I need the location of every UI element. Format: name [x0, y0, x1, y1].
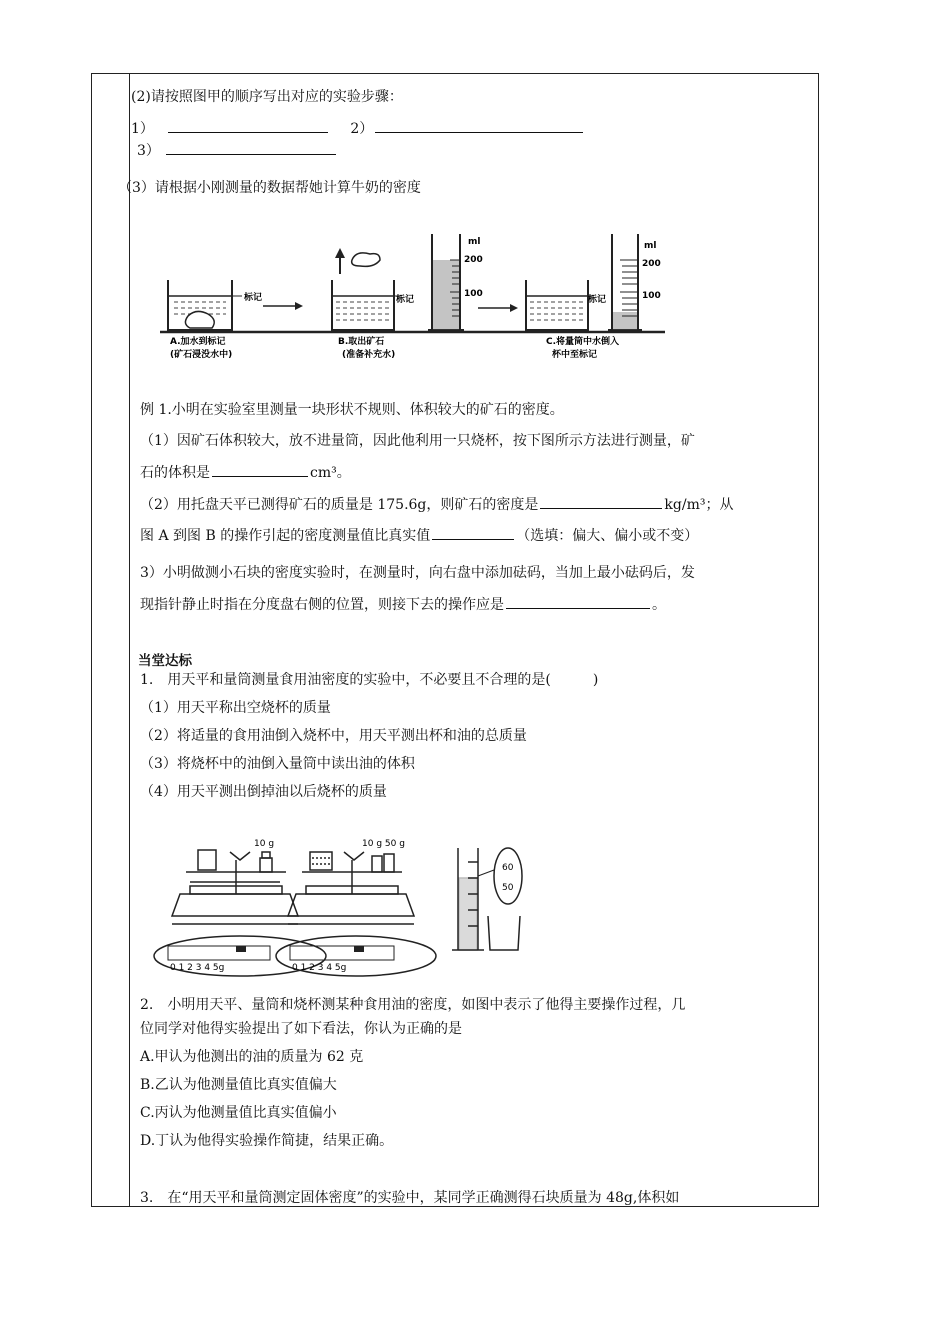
step2-blank[interactable]	[375, 118, 583, 133]
beaker-b-mark: 标记	[396, 295, 415, 305]
zoom-60: 60	[502, 863, 514, 873]
caption-b-line2: (准备补充水)	[342, 350, 396, 360]
caption-a-line2: (矿石浸没水中)	[170, 350, 233, 360]
beaker-c	[526, 280, 594, 330]
scale-bar-1	[168, 946, 270, 960]
density-blank[interactable]	[540, 494, 662, 509]
caption-c-line1: C.将量筒中水倒入	[546, 337, 620, 347]
q3-text: （3）请根据小刚测量的数据帮她计算牛奶的密度	[118, 180, 421, 196]
measuring-cylinder	[452, 848, 484, 950]
scale-label-2: 0 1 2 3 4 5g	[292, 963, 347, 973]
example1-p2-line2: 图 A 到图 B 的操作引起的密度测量值比真实值 （选填：偏大、偏小或不变）	[140, 525, 698, 546]
density-measurement-figure	[160, 230, 680, 380]
zoom-50: 50	[502, 883, 514, 893]
balance-2	[288, 852, 414, 924]
section-title: 当堂达标	[138, 653, 192, 669]
q1-title: 1. 用天平和量筒测量食用油密度的实验中，不必要且不合理的是( )	[140, 672, 599, 688]
graduated-cylinder-1	[428, 234, 464, 330]
example1-p2-line1: （2）用托盘天平已测得矿石的质量是 175.6g，则矿石的密度是 kg/m³；从	[140, 494, 733, 515]
arrow-a-b	[295, 302, 303, 310]
example1-p1-line1: （1）因矿石体积较大，放不进量筒，因此他利用一只烧杯，按下图所示方法进行测量，矿	[140, 433, 695, 449]
step3-line: 3）	[137, 140, 338, 161]
q1-option-3: （3）将烧杯中的油倒入量筒中读出油的体积	[140, 756, 415, 772]
empty-beaker	[488, 916, 520, 950]
beaker-a	[168, 280, 242, 330]
scale-label-1: 0 1 2 3 4 5g	[170, 963, 225, 973]
example1-p3-line2: 现指针静止时指在分度盘右侧的位置，则接下去的操作应是 。	[140, 594, 666, 615]
q2-intro: (2)请按照图甲的顺序写出对应的实验步骤：	[131, 89, 403, 105]
graduated-cylinder-2	[608, 234, 642, 330]
left-column-divider	[129, 73, 130, 1207]
beaker-c-mark: 标记	[588, 295, 607, 305]
q2-line2: 位同学对他得实验提出了如下看法，你认为正确的是	[140, 1021, 462, 1037]
beaker-b	[332, 280, 402, 330]
step3-blank[interactable]	[166, 140, 336, 155]
cyl2-ml: ml	[644, 241, 657, 251]
caption-b-line1: B.取出矿石	[338, 337, 385, 347]
right-column-divider	[818, 73, 819, 1207]
arrow-b-c	[510, 304, 518, 312]
step1-blank[interactable]	[168, 118, 328, 133]
q2-option-c: C.丙认为他测量值比真实值偏小	[140, 1105, 337, 1121]
example1-title: 例 1.小明在实验室里测量一块形状不规则、体积较大的矿石的密度。	[140, 402, 564, 418]
comparison-blank[interactable]	[432, 525, 514, 540]
balance-1	[172, 850, 298, 924]
operation-blank[interactable]	[506, 594, 650, 609]
weight-label-1: 10 g	[254, 839, 275, 849]
cyl2-100: 100	[642, 291, 661, 301]
q1-option-4: （4）用天平测出倒掉油以后烧杯的质量	[140, 784, 387, 800]
cyl1-100: 100	[464, 289, 483, 299]
scale-bar-2	[290, 946, 394, 960]
caption-c-line2: 杯中至标记	[552, 350, 598, 360]
ore-rock-lifted	[352, 253, 380, 267]
q2-line1: 2. 小明用天平、量筒和烧杯测某种食用油的密度，如图中表示了他得主要操作过程，几	[140, 997, 686, 1013]
cyl1-200: 200	[464, 255, 483, 265]
beaker-a-mark: 标记	[244, 293, 263, 303]
example1-p3-line1: 3）小明做测小石块的密度实验时，在测量时，向右盘中添加砝码，当加上最小砝码后，发	[140, 565, 695, 581]
zoom-pointer	[478, 870, 494, 876]
q2-option-d: D.丁认为他得实验操作简捷，结果正确。	[140, 1133, 394, 1149]
cyl2-200: 200	[642, 259, 661, 269]
rider-2	[354, 946, 364, 952]
weight-label-2: 10 g 50 g	[362, 839, 405, 849]
cyl1-ml: ml	[468, 237, 481, 247]
q2-option-a: A.甲认为他测出的油的质量为 62 克	[140, 1049, 364, 1065]
q1-option-2: （2）将适量的食用油倒入烧杯中，用天平测出杯和油的总质量	[140, 728, 527, 744]
q3-line: 3. 在“用天平和量筒测定固体密度”的实验中，某同学正确测得石块质量为 48g,体积如	[140, 1190, 680, 1206]
example1-p1-line2: 石的体积是 cm³。	[140, 462, 351, 483]
rider-1	[236, 946, 246, 952]
caption-a-line1: A.加水到标记	[170, 337, 226, 347]
q2-option-b: B.乙认为他测量值比真实值偏大	[140, 1077, 337, 1093]
step1-line: 1） 2）	[131, 118, 585, 139]
zoom-ellipse	[494, 848, 522, 904]
q1-option-1: （1）用天平称出空烧杯的质量	[140, 700, 331, 716]
balance-figure	[150, 832, 540, 978]
lift-arrow	[335, 248, 345, 258]
volume-blank[interactable]	[212, 462, 308, 477]
